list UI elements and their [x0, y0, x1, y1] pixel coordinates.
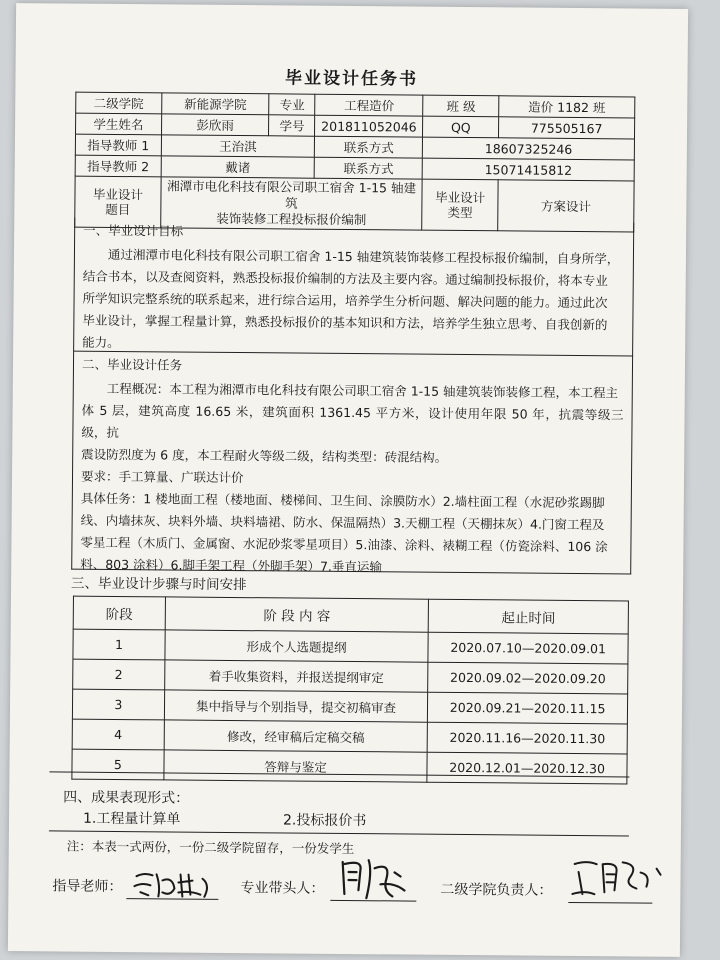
section-task	[71, 352, 633, 575]
stage-time: 2020.09.21—2020.11.15	[428, 692, 628, 724]
stage-content: 修改，经审稿后定稿交稿	[164, 720, 428, 752]
goal-line-2: 结合书本，以及查阅资料，熟悉投标报价编制的方法及主要内容。通过编制投标报价，将本专业	[82, 268, 608, 289]
document-title: 毕业设计任务书	[284, 68, 419, 90]
stage-number: 4	[72, 719, 164, 750]
contact2-value: 15071415812	[422, 158, 634, 181]
deliverable-item-1: 1.工程量计算单	[82, 810, 181, 828]
requirement-line: 要求：手工算量、广联达计价	[80, 468, 244, 486]
table-row	[72, 689, 627, 724]
leader-signature	[334, 854, 416, 905]
stage-content: 着手收集资料，并报送提纲审定	[164, 660, 428, 692]
table-row	[72, 719, 627, 754]
goal-line-5: 能力。	[82, 334, 120, 351]
task-line-1: 具体任务：1 楼地面工程（楼地面、楼梯间、卫生间、涂膜防水）2.墙柱面工程（水泥砂浆踢脚	[80, 490, 605, 511]
teacher1-value: 王治淇	[161, 135, 315, 157]
schedule-col-stage: 阶段	[73, 596, 165, 630]
stage-time: 2020.09.02—2020.09.20	[428, 662, 628, 694]
task-line-2: 线、内墙抹灰、块料外墙、块料墙裙、防水、保温隔热）3.天棚工程（天棚抹灰）4.门窗工程及	[80, 512, 605, 533]
table-row	[73, 659, 628, 694]
topic-label-line1: 毕业设计	[92, 186, 143, 203]
deliverable-item-2: 2.投标报价书	[282, 812, 367, 830]
leader-sign-label: 专业带头人：	[240, 880, 325, 897]
stage-time: 2020.12.01—2020.12.30	[427, 752, 627, 784]
schedule-table	[71, 596, 629, 785]
major-label: 专业	[269, 94, 315, 115]
task-line-4: 料、803 涂料）6.脚手架工程（外脚手架）7.垂直运输	[80, 556, 382, 575]
contact2-label: 联系方式	[314, 157, 422, 179]
advisor-signature	[130, 866, 220, 901]
section-goal	[73, 218, 634, 357]
id-label: 学号	[269, 115, 315, 136]
type-label-line1: 毕业设计	[435, 189, 486, 206]
overview-line-1: 工程概况：本工程为湘潭市电化科技有限公司职工宿舍 1-15 轴建筑装饰装修工程，本工程主	[106, 380, 619, 401]
goal-line-1: 通过湘潭市电化科技有限公司职工宿舍 1-15 轴建筑装饰装修工程投标报价编制，自身所学，	[107, 246, 620, 267]
goal-line-4: 毕业设计，掌握工程量计算，熟悉投标报价的基本知识和方法，培养学生独立思考、自我创新的	[82, 312, 608, 333]
name-label: 学生姓名	[76, 113, 162, 135]
teacher2-label: 指导教师 2	[75, 155, 161, 177]
topic-value-line1: 湘潭市电化科技有限公司职工宿舍 1-15 轴建筑	[167, 178, 417, 211]
stage-time: 2020.11.16—2020.11.30	[427, 722, 627, 754]
advisor-sign-label: 指导老师：	[52, 878, 123, 896]
type-label-line2: 类型	[447, 204, 473, 221]
section-goal-heading: 一、毕业设计目标	[83, 222, 184, 239]
dean-signature	[568, 854, 668, 903]
qq-label: QQ	[423, 116, 499, 138]
class-label: 班 级	[423, 95, 499, 117]
goal-line-3: 所学知识完整系统的联系起来，进行综合运用，培养学生分析问题、解决问题的能力。通过此次	[82, 290, 608, 311]
topic-label-line2: 题目	[105, 201, 131, 218]
stage-number: 1	[73, 629, 165, 660]
stage-number: 3	[72, 689, 164, 720]
task-document-page	[8, 3, 688, 957]
contact1-label: 联系方式	[315, 136, 423, 158]
footnote: 注：本表一式两份，一份二级学院留存，一份发学生	[66, 838, 355, 857]
table-row	[73, 629, 628, 664]
task-line-3: 零星工程（木质门、金属窗、水泥砂浆零星项目）5.油漆、涂料、裱糊工程（仿瓷涂料、106 涂	[80, 534, 608, 555]
contact1-value: 18607325246	[423, 137, 635, 160]
schedule-col-content: 阶 段 内 容	[165, 597, 429, 632]
college-value: 新能源学院	[161, 93, 269, 115]
stage-number: 5	[72, 749, 164, 780]
section-schedule-heading: 三、毕业设计步骤与时间安排	[71, 575, 247, 594]
stage-content: 集中指导与个别指导，提交初稿审查	[164, 690, 428, 722]
schedule-col-time: 起止时间	[428, 599, 628, 634]
topic-value-line2: 装饰装修工程投标报价编制	[216, 210, 367, 228]
overview-line-2: 体 5 层，建筑高度 16.65 米，建筑面积 1361.45 平方米，设计使用年限 50 年，抗震等级三级，抗	[81, 402, 624, 440]
stage-number: 2	[73, 659, 165, 690]
type-value: 方案设计	[498, 180, 634, 232]
dean-sign-label: 二级学院负责人：	[440, 881, 553, 899]
section-task-heading: 二、毕业设计任务	[81, 356, 183, 373]
student-info-table	[74, 92, 635, 233]
class-value: 造价 1182 班	[499, 96, 635, 118]
name-value: 彭欣雨	[161, 114, 269, 136]
stage-content: 形成个人选题提纲	[165, 630, 429, 662]
stage-content: 答辩与鉴定	[164, 750, 428, 782]
college-label: 二级学院	[76, 92, 162, 114]
stage-time: 2020.07.10—2020.09.01	[428, 632, 628, 664]
section-deliverables-heading: 四、成果表现形式：	[63, 789, 190, 807]
teacher1-label: 指导教师 1	[75, 134, 161, 156]
teacher2-value: 戴诸	[161, 156, 315, 178]
id-value: 201811052046	[315, 115, 423, 137]
overview-line-3: 震设防烈度为 6 度，本工程耐火等级二级，结构类型：砖混结构。	[81, 446, 448, 465]
qq-value: 775505167	[499, 117, 635, 139]
major-value: 工程造价	[315, 94, 423, 116]
